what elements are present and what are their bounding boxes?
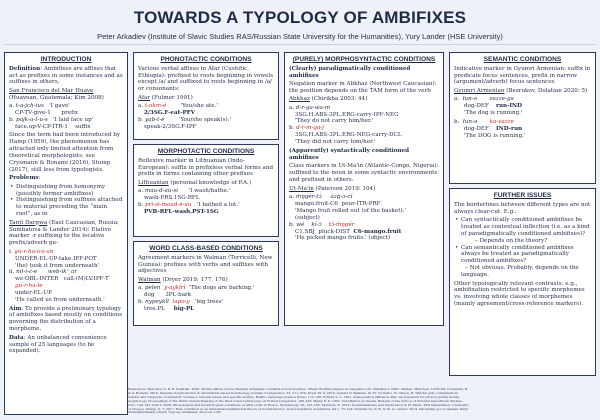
- example-form: t-a-jch-ius: [15, 103, 44, 110]
- references: References: Bezrukov N. & H. Dolatian. 2020. Mobile affixes across Western Armenian: Conflicts across modules. UPenn Working Papers in Linguistics 26; Chirikba V. 2003. Abkhaz. München: LINCOM; Crysmann, B. & O. Bonami. 2016. Variable morphotactics in information-based morphology. Journal of Linguistics, 52, 311–374; Dryer M. S. 2019. Gender in Walman. In: Fr. Di Garbo, B. Olsson, B. Wälchli (eds.) Grammatical Gender and Linguistic Complexity. Volume I: General issues and specific studies. Berlin: Language Science Press, 173–198; Fulmer S. L. 1991. Dual-position affixes in Afar: an argument for phonologically-driven morphology. Proceedings of the Ninth Annual Meeting of the West Coast Conference on Formal Linguistics, 189–203; Hamp E. P. 1959. Zuni-Barton pronouns. Bulletin of the School of Oriental and African Studies, 22/1, 140–141; Kim Y. 2008. Phonological and morphological conditions on affix order in Huave. Morphology, 20, 133–163; Paterson, R. 2019. Nominalizations and Predication in Ut-Ma'in. PhD Dissertation, University of Oregon; Stump, G. T. 2017. Rule conflation in an inferential-realizational theory of morphotactics. Acta Linguistica Academica, 64.1, 79–124; Sumbatova, N. R. & Ya. G. Lander. 2014. Darginskij govor selenija Tanty: Grammaticheskij ocherk. Voprosy sintaksisa. Moscow: LRC.: [128, 388, 469, 415]
- example-gloss: dog-DEF: [464, 125, 489, 132]
- phonotactic-text: Various verbal affixes in Afar (Cushitic, Ethiopia): prefixed to roots beginning in vowels except /a/ and suffixed to roots beginning in /a/ or consonants:: [138, 65, 274, 93]
- example-gloss: wash-PRS.1SG-RFL: [144, 195, 200, 202]
- walman-example-a: a. pelen y-aykîrî 'The dogs are barking.' dog 3PL-bark: [138, 285, 255, 299]
- example-gloss: we:OBL-INTER: [15, 276, 59, 283]
- lithuanian-example-b: b. pri-si-maud-ė-au 'I bathed a lot.' PVB-RFL-wash.PST-1SG: [138, 202, 274, 216]
- problems-label-line: Problems:: [9, 175, 41, 182]
- example-gloss: tree.PL: [144, 305, 165, 312]
- example-form: gu-r-ha-ics-an: [14, 248, 54, 255]
- utmain-example-a: a. m̀ŋɡér-tɔ̀ ázɡ̀-ɔ-cı́ mango.fruit-C6 pour-ITR-PRF 'Mango fruit rolled out (of the basket).' (subject): [289, 194, 439, 222]
- walman-source: [138, 277, 274, 284]
- example-form: d-r-ga-wa-m: [295, 104, 331, 111]
- semantic-heading: SEMANTIC CONDITIONS: [483, 56, 562, 63]
- morphotactic-panel: [133, 144, 279, 237]
- data-text: : An unbalanced convenience sample of 25 languages (to be expanded).: [9, 334, 107, 355]
- abkhaz-heading: Abkhaz: [289, 96, 310, 103]
- huave-example-b: b. pajk-a-t-u-s 'I laid face up' face.up-V-CP-ITR-1 suffix: [9, 116, 94, 130]
- phonotactic-panel: [133, 52, 279, 140]
- walman-heading: Walman: [138, 276, 161, 283]
- lithuanian-ref: (personal knowledge of P.A.): [168, 179, 252, 186]
- walman-ref: (Dryer 2019: 177, 176): [160, 276, 228, 283]
- example-form: m̀ŋɡér-tɔ̀: [295, 194, 322, 200]
- example-gloss: big-PL: [173, 305, 195, 312]
- example-note: suffix: [75, 123, 91, 130]
- afar-ref: (Fulmer 1991): [150, 94, 193, 101]
- huave-example-a: a. t-a-jch-ius 'I gave' CP-TV-give-1 prefix: [9, 103, 78, 117]
- example-form: y-aykîrî: [164, 285, 186, 292]
- dargwa-paragraph: [9, 220, 123, 248]
- morphotactic-heading: MORPHOTACTIC CONDITIONS: [157, 148, 255, 155]
- example-gloss: 3SG.H.ABS-3PL.ERG-NEG-carry-DCL: [295, 132, 402, 139]
- example-translation: 'Mango fruit rolled out (of the basket).': [295, 207, 406, 214]
- abkhaz-example-b: b. d-r-m-ga-j 3SG.H.ABS-3PL.ERG-NEG-carry-DCL 'They did not carry him/her.': [289, 125, 439, 146]
- introduction-heading: INTRODUCTION: [40, 56, 92, 63]
- further-list: [454, 217, 591, 279]
- example-form: mau-d-au-si: [144, 188, 178, 195]
- further-other: Other typologically relevant contrasts: e.g., ambifixation restricted to specific morphemes vs. involving whole classes of morphemes (mainly agreement/cross-reference markers).: [454, 280, 585, 308]
- example-translation: 'They did not carry him/her.': [295, 139, 376, 146]
- huave-ref: (Huavean, Guatemala; Kim 2008): [9, 94, 104, 101]
- example-gloss: UNDER-EL-UP-take.IPF-POT: [15, 255, 97, 262]
- example-form: łun-ə: [462, 118, 478, 125]
- syntactic-heading: (Apparently) syntactically conditioned ambifixes: [289, 148, 410, 161]
- example-form: vazze-ga: [489, 96, 514, 103]
- morphosyntactic-panel: [284, 52, 444, 326]
- afar-example-a: a. t-okm-é 'You/she ate.' 2/3SG.F-eat-PFV: [138, 103, 274, 117]
- further-issues-heading: FURTHER ISSUES: [493, 192, 552, 199]
- definition-paragraph: [9, 66, 123, 87]
- afar-example-b: b. yab-t-é 'You/she speak(s).' speak-2/3SG.F-IPF: [138, 117, 274, 131]
- gyumri-ref: (Bezrukov, Dolatian 2020: 5): [504, 87, 588, 94]
- example-gloss: dog: [144, 292, 155, 299]
- lithuanian-source: [138, 180, 274, 187]
- list-item: • Distinguishing from suffixes attached to material preceding the “main root”, as in: [9, 197, 123, 218]
- introduction-panel: [4, 52, 128, 415]
- example-form: lapo-y: [172, 299, 190, 306]
- example-translation: 'I wash/bathe.': [188, 188, 231, 195]
- example-gloss: call-(M)LV.IPF-T: [63, 276, 109, 283]
- example-form: kí-ɔ̀: [311, 221, 322, 228]
- lithuanian-example-a: a. mau-d-au-si 'I wash/bathe.' wash-PRS.1SG-RFL: [138, 188, 274, 202]
- utmain-source: [289, 186, 439, 193]
- problems-list: [9, 184, 123, 219]
- aim-label: Aim: [9, 305, 22, 312]
- huave-source: [9, 88, 123, 102]
- example-gloss: run-IND: [496, 103, 522, 110]
- example-gloss: CP-TV-give-1: [15, 110, 51, 117]
- example-translation: '(he) took it from underneath': [15, 262, 100, 269]
- example-form: wé: [296, 221, 305, 228]
- example-form: web-ik'_ar: [47, 269, 77, 276]
- semantic-text: Indicative marker in Gyumri Armenian: suffix in predicate focus sentences, prefix in narrow (argument/adverb) focus sentences: [454, 65, 591, 86]
- utmain-heading: Ut-Ma'in: [289, 185, 314, 192]
- utmain-example-b: b. wé kí-ɔ̀ tɔ̀-m̀ŋɡér C1.SBJ pluck-DIST C6-mango.fruit 'He picked mango fruits.' (object): [289, 222, 439, 243]
- definition-label: Definition: [9, 65, 41, 72]
- huave-heading: San Francisco del Mar Huave: [9, 87, 94, 94]
- example-gloss: dog-DEF: [464, 103, 489, 110]
- example-translation: 'You/she speak(s).': [178, 116, 231, 123]
- abkhaz-source: [289, 96, 439, 103]
- gyumri-example-b: b. łun-ə ka-vazze dog-DEF IND-run 'The DOG is running.': [454, 119, 591, 140]
- example-form: pajk-a-t-u-s: [16, 116, 48, 123]
- example-gloss: IND-run: [496, 125, 523, 132]
- semantic-panel: [449, 52, 596, 184]
- list-item: • Distinguishing from homonymy (possibly former ambifixes): [9, 184, 123, 198]
- paradigmatic-text: Negation marker in Abkhaz (Northwest Caucasian): the position depends on the TAM form of the verb: [289, 80, 437, 94]
- gyumri-heading: Gyumri Armenian: [454, 87, 505, 94]
- phonotactic-heading: PHONOTACTIC CONDITIONS: [160, 56, 252, 63]
- example-translation: 'You/she ate.': [180, 103, 218, 110]
- aim-paragraph: [9, 306, 123, 334]
- utmain-ref: (Paterson 2019: 104): [313, 185, 376, 192]
- answer-text: – Not obvious. Probably, depends on the language.: [461, 265, 579, 279]
- further-intro: The borderlines between different types are not always clear-cut. E.g.:: [454, 201, 591, 215]
- example-form: nil-i-c-e: [16, 269, 38, 276]
- gyumri-example-a: a. łun-ə vazze-ga dog-DEF run-IND 'The dog is running.': [454, 96, 591, 117]
- walman-example-b: b. nypeykîl lapo-y 'big trees' tree.PL big-PL: [138, 299, 224, 312]
- word-class-panel: [133, 241, 279, 326]
- poster-authors: Peter Arkadiev (Institute of Slavic Studies RAS/Russian State University for the Humanities), Yury Lander (HSE University): [97, 32, 503, 41]
- poster-title: TOWARDS A TYPOLOGY OF AMBIFIXES: [133, 8, 467, 27]
- example-gloss: face.up-V-CP-ITR-1: [15, 123, 68, 130]
- example-translation: 'He called us from underneath.': [15, 297, 105, 304]
- data-label: Data: [9, 334, 24, 341]
- further-issues-panel: [449, 188, 596, 376]
- data-paragraph: [9, 335, 123, 356]
- header-divider: [4, 44, 596, 45]
- example-form: nypeykîl: [145, 299, 169, 306]
- example-gloss: 3SG.H.ABS-3PL.ERG-carry-IPF-NEG: [295, 111, 399, 118]
- example-form: tɔ̀-m̀ŋɡér: [328, 221, 355, 228]
- example-translation: 'I gave': [49, 103, 70, 110]
- example-gloss: C1.SBJ: [295, 228, 315, 235]
- dargwa-heading: Tanti Dargwa: [9, 219, 48, 226]
- example-translation: 'big trees': [194, 299, 224, 306]
- example-translation: 'The dogs are barking.': [188, 285, 255, 292]
- example-translation: 'They do not carry him/her.': [295, 118, 374, 125]
- paradigmatic-heading: (Clearly) paradigmatically conditioned ambifixes: [289, 65, 411, 79]
- aim-text: : To provide a preliminary typology of ambifixes based mostly on conditions governing the distribution of a morpheme.: [9, 305, 123, 333]
- example-translation: 'I laid face up': [53, 116, 94, 123]
- syntactic-text: Class markers in Ut-Ma'in (Atlantic-Congo, Nigeria): suffixed to the noun in some syntactic environments and prefixed in others.: [289, 163, 439, 184]
- example-form: pri-si-maud-ė-au: [145, 202, 192, 209]
- hamp-paragraph: Since the term had been introduced by Hamp (1959), the phenomenon has attracted only limited attention from theoretical morphologists, see Crysmann & Bonami (2016), Stump (2017), still less from typologists.: [9, 132, 120, 173]
- example-translation: 'I bathed a lot.': [196, 202, 240, 209]
- answer-text: – Depends on the theory?: [475, 237, 548, 244]
- abkhaz-example-a: a. d-r-ga-wa-m 3SG.H.ABS-3PL.ERG-carry-IPF-NEG 'They do not carry him/her.': [289, 105, 439, 126]
- example-form: ázɡ̀-ɔ-cı́: [330, 194, 353, 200]
- example-form: pelen: [144, 285, 161, 292]
- example-form: ka-vazze: [489, 118, 514, 125]
- example-gloss: speak-2/3SG.F-IPF: [144, 123, 197, 130]
- example-gloss: PVB-RFL-wash.PST-1SG: [144, 208, 219, 215]
- problems-label: Problems: [9, 175, 39, 182]
- afar-heading: Afar: [138, 94, 151, 101]
- example-form: d-r-m-ga-j: [296, 125, 324, 132]
- morphosyntactic-heading: (PURELY) MORPHOSYNTACTIC CONDITIONS: [292, 56, 436, 63]
- dargwa-example-ii: ii. nil-i-c-e web-ik'_ar we:OBL-INTER call-(M)LV.IPF-T gu-r-ha-le under-EL-UP 'He called us from underneath.': [9, 269, 123, 304]
- example-note: prefix: [61, 110, 78, 117]
- example-form: t-okm-é: [144, 103, 167, 110]
- dargwa-text: (East Caucasian, Russia; Sumbatova & Lander 2014): Elative marker -r suffixing to the locative prefix/adverb gu-: [9, 219, 119, 247]
- morphotactic-text: Reflexive marker in Lithuanian (Indo-European): suffix in prefixless verbal forms and prefix in forms containing other prefixes: [138, 157, 274, 178]
- example-note: (subject): [295, 214, 320, 221]
- word-class-text: Agreement markers in Walman (Torricelli, New Guinea): prefixes with verbs and suffixes with adjectives: [138, 254, 273, 275]
- definition-text: : Ambifixes are affixes that act as prefixes in some instances and as suffixes in others.: [9, 65, 123, 86]
- example-translation: 'The DOG is running.': [464, 132, 526, 139]
- example-gloss: C6-mango.fruit: [353, 228, 402, 235]
- abkhaz-ref: (Chirikba 2003: 44): [309, 96, 368, 103]
- example-gloss: 2/3SG.F-eat-PFV: [144, 110, 196, 117]
- word-class-heading: WORD CLASS-BASED CONDITIONS: [149, 245, 263, 252]
- example-gloss: 3PL-bark: [165, 292, 192, 299]
- list-item: • Can syntactically conditioned ambifixes be treated as contextual inflection (i.e. as a kind of paradigmatically conditioned ambifixes)? – Depends on the theory?: [454, 217, 591, 245]
- example-gloss: pluck-DIST: [318, 228, 350, 235]
- gyumri-source: [454, 88, 591, 95]
- example-form: yab-t-é: [145, 116, 165, 123]
- example-gloss: mango.fruit-C6: [295, 200, 338, 207]
- example-form: łun-ə: [462, 96, 477, 103]
- afar-source: [138, 95, 274, 102]
- example-form: gu-r-ha-le: [15, 283, 43, 290]
- dargwa-example-i: i. gu-r-ha-ics-an UNDER-EL-UP-take.IPF-POT '(he) took it from underneath': [9, 249, 123, 270]
- example-gloss: under-EL-UP: [15, 290, 52, 297]
- example-gloss: pour-ITR-PRF: [341, 200, 381, 207]
- example-translation: 'The dog is running.': [464, 110, 523, 117]
- example-translation: 'He picked mango fruits.' (object): [295, 235, 391, 242]
- list-item: • Can semantically conditioned ambifixes always be treated as paradigmatically conditioned ambifixes? – Not obvious. Probably, depends on the language.: [454, 245, 591, 280]
- lithuanian-heading: Lithuanian: [138, 179, 169, 186]
